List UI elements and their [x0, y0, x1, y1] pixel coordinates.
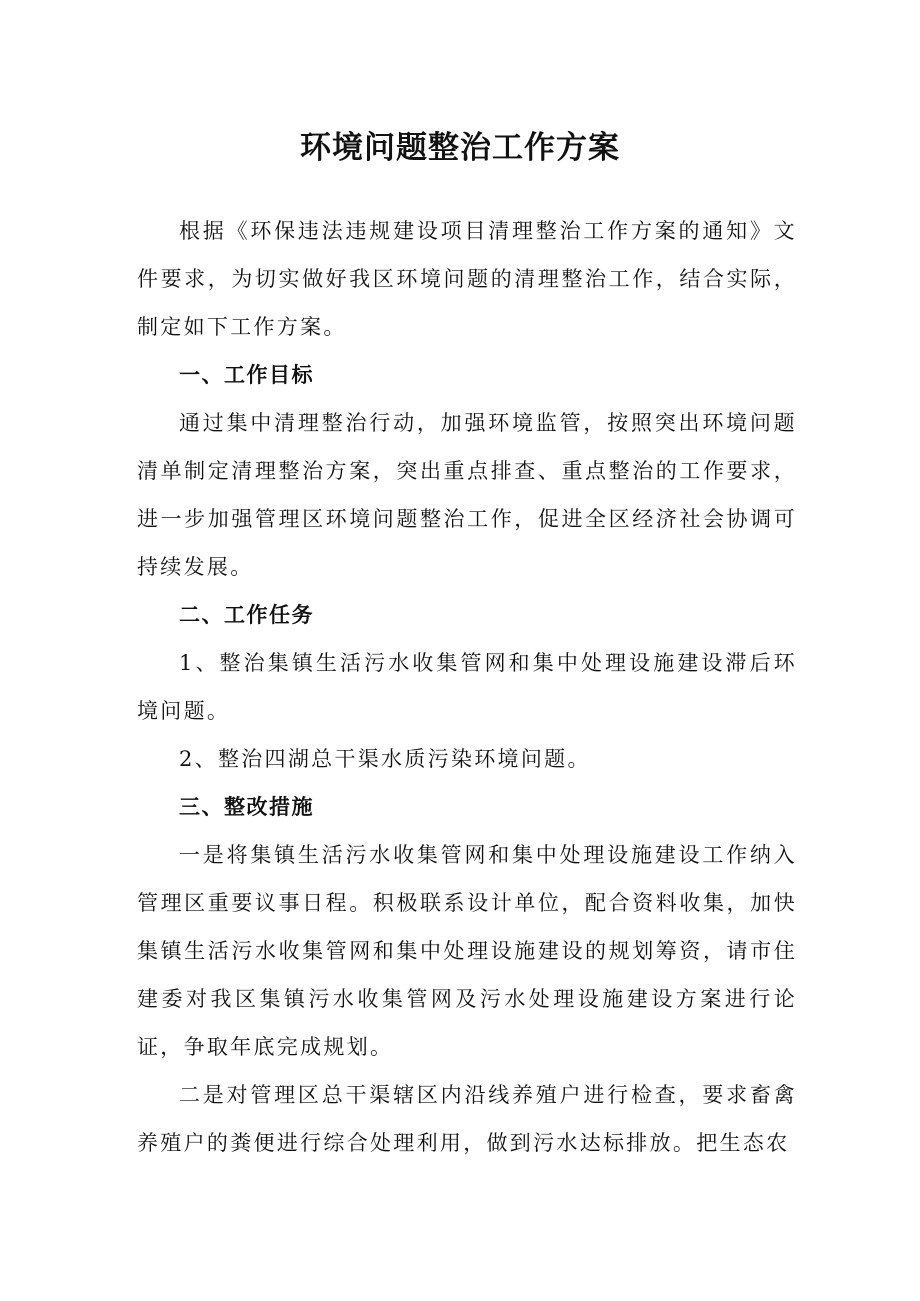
document-title: 环境问题整治工作方案: [300, 130, 620, 166]
task-item-1: 1、整治集镇生活污水收集管网和集中处理设施建设滞后环境问题。: [137, 651, 797, 723]
measure-paragraph-1: 一是将集镇生活污水收集管网和集中处理设施建设工作纳入管理区重要议事日程。积极联系设计单位，配合资料收集，加快集镇生活污水收集管网和集中处理设施建设的规划筹资，请市住建委对我区集镇污水收集管网及污水处理设施建设方案进行论证，争取年底完成规划。: [137, 843, 797, 1059]
section-heading-goals: 一、工作目标: [179, 363, 314, 387]
goals-paragraph: 通过集中清理整治行动，加强环境监管，按照突出环境问题清单制定清理整治方案，突出重点排查、重点整治的工作要求，进一步加强管理区环境问题整治工作，促进全区经济社会协调可持续发展。: [137, 411, 797, 579]
task-item-2: 2、整治四湖总干渠水质污染环境问题。: [179, 747, 591, 771]
section-heading-tasks: 二、工作任务: [179, 603, 314, 627]
intro-paragraph: 根据《环保违法违规建设项目清理整治工作方案的通知》文件要求，为切实做好我区环境问题的清理整治工作，结合实际，制定如下工作方案。: [137, 219, 797, 339]
section-heading-measures: 三、整改措施: [179, 795, 314, 819]
document-body: [137, 207, 797, 1167]
measure-paragraph-2: 二是对管理区总干渠辖区内沿线养殖户进行检查，要求畜禽养殖户的粪便进行综合处理利用，做到污水达标排放。把生态农: [137, 1083, 797, 1155]
